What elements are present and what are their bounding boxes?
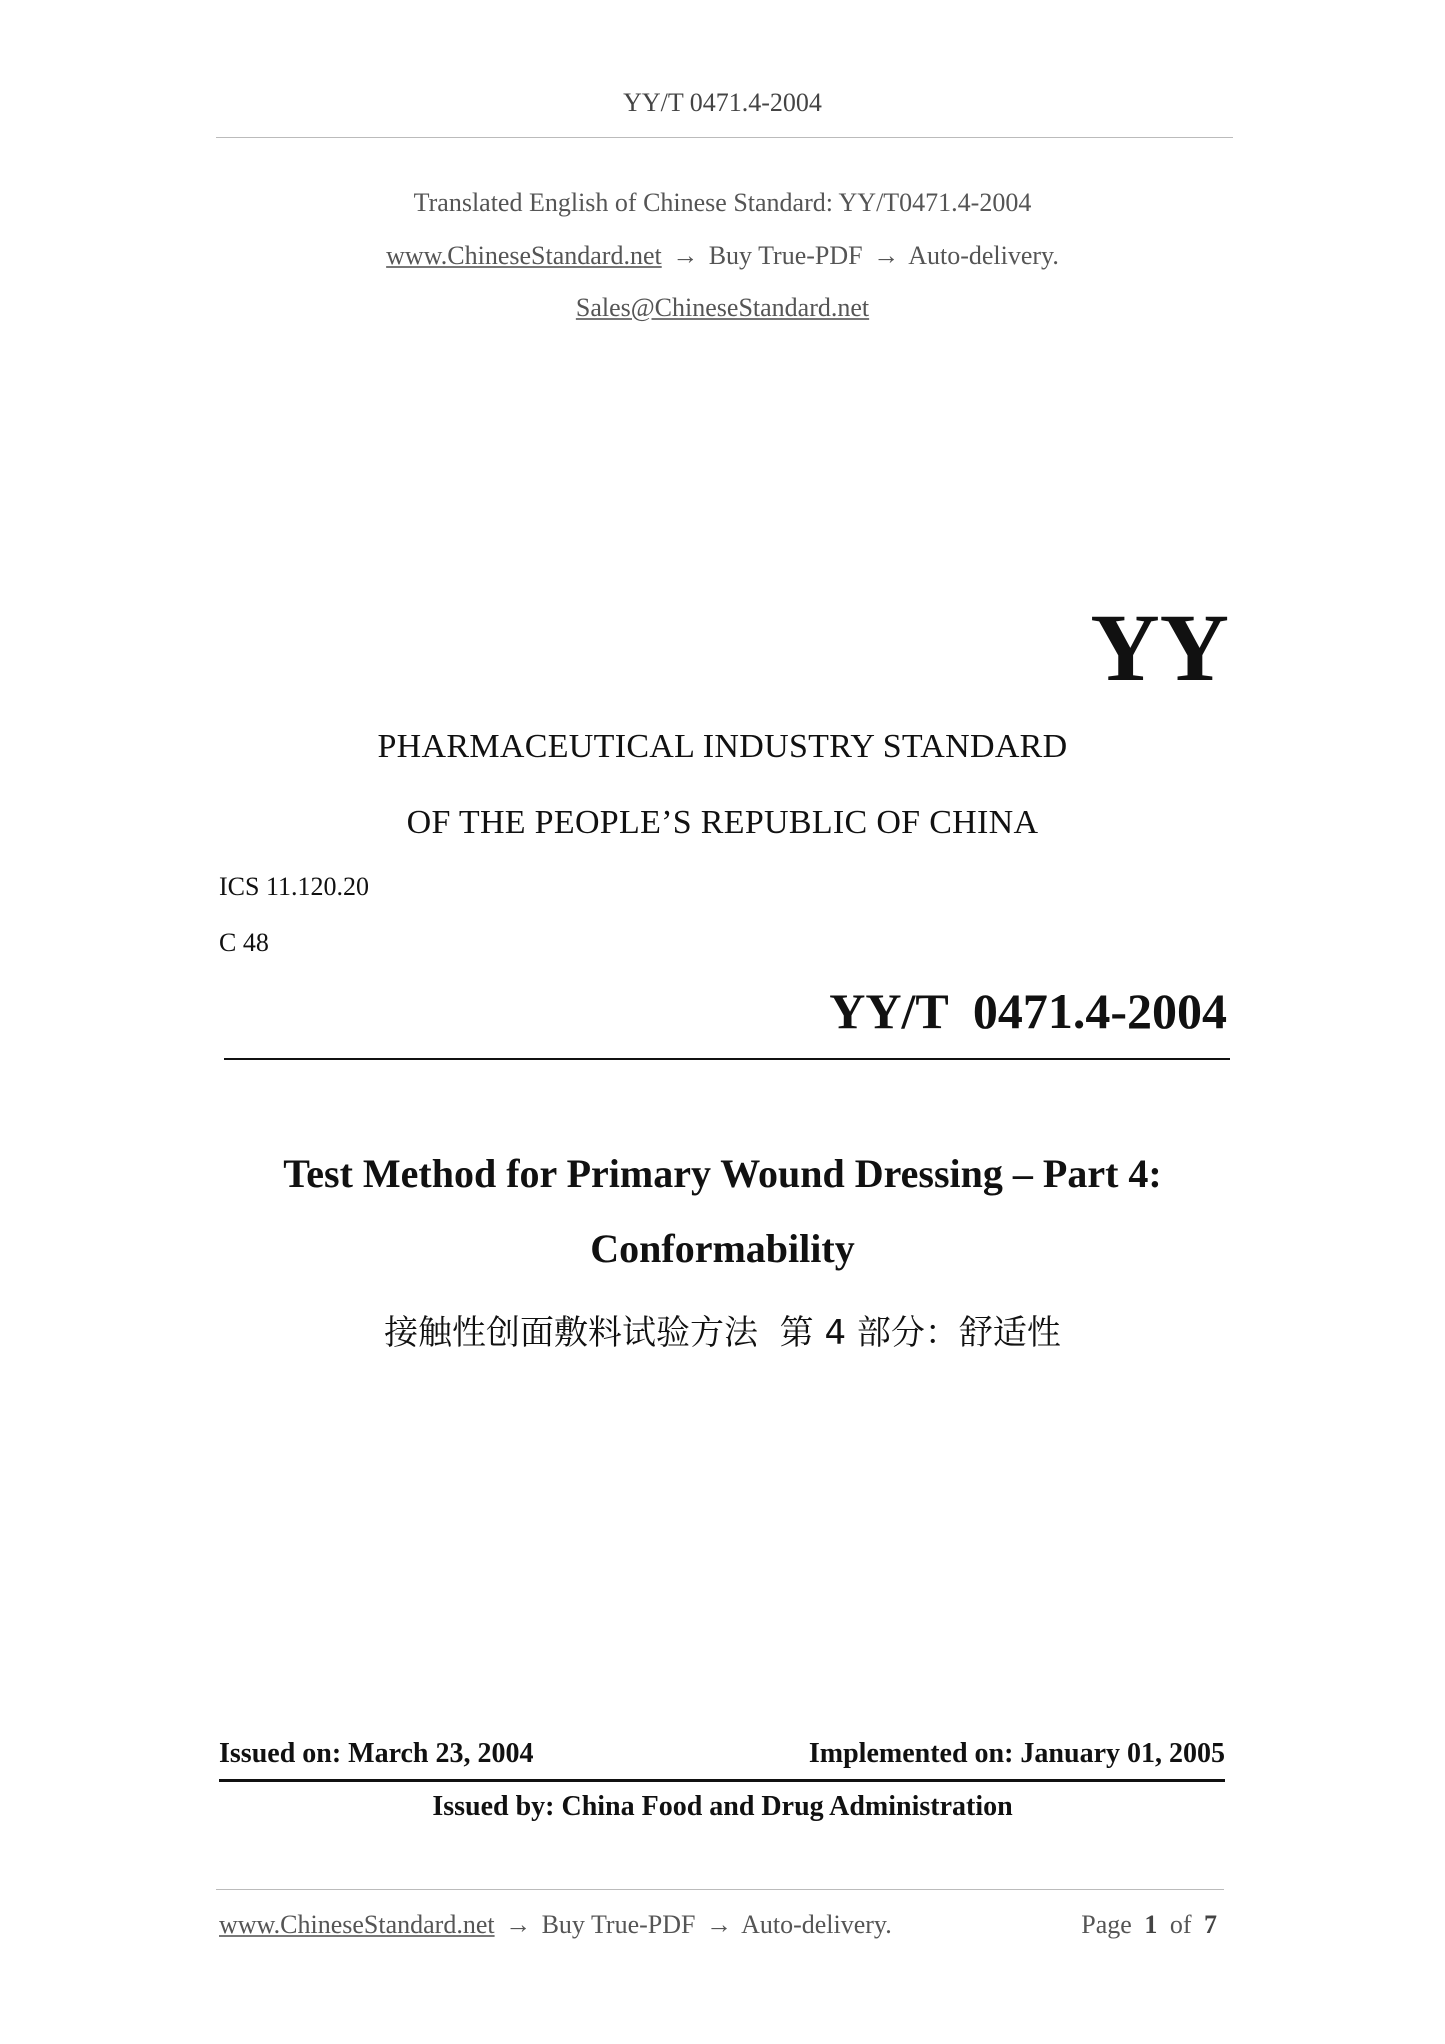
page-total: 7 (1204, 1910, 1217, 1939)
standard-type-line1: PHARMACEUTICAL INDUSTRY STANDARD (377, 728, 1068, 765)
email-line (0, 293, 1445, 323)
arrow-right-icon: → (873, 241, 900, 270)
standard-type-line2: OF THE PEOPLE’S REPUBLIC OF CHINA (406, 804, 1039, 841)
title-line2: Conformability (590, 1226, 855, 1271)
running-header: YY/T 0471.4-2004 (623, 88, 822, 117)
issued-on: Issued on: March 23, 2004 (219, 1738, 534, 1769)
implemented-on: Implemented on: January 01, 2005 (808, 1738, 1225, 1769)
site-link[interactable]: www.ChineseStandard.net (386, 241, 662, 270)
title-chinese: 接触性创面敷料试验方法 第 4 部分：舒适性 (384, 1313, 1061, 1353)
footer-site-link[interactable]: www.ChineseStandard.net (219, 1910, 495, 1939)
issue-rule (219, 1779, 1225, 1782)
of-label: of (1169, 1910, 1192, 1939)
issued-by: Issued by: China Food and Drug Administration (432, 1791, 1013, 1822)
standard-mark: YY (1090, 594, 1229, 701)
translation-note: Translated English of Chinese Standard: YY/T0471.4-2004 (413, 188, 1032, 217)
header-rule (216, 137, 1233, 138)
ccs-code: C 48 (219, 928, 269, 957)
arrow-right-icon: → (706, 1910, 732, 1939)
footer-promo (219, 1910, 892, 1940)
promo-line (0, 241, 1445, 271)
footer-rule (216, 1889, 1224, 1890)
arrow-right-icon: → (505, 1910, 532, 1939)
title-rule (224, 1058, 1230, 1060)
page-label: Page (1081, 1910, 1132, 1939)
document-number: YY/T 0471.4-2004 (829, 983, 1227, 1039)
footer-delivery-text: Auto-delivery. (741, 1910, 892, 1939)
ics-code: ICS 11.120.20 (219, 872, 369, 901)
auto-delivery-text: Auto-delivery. (908, 241, 1059, 270)
page-indicator (1081, 1910, 1223, 1940)
email-link[interactable]: Sales@ChineseStandard.net (575, 293, 870, 322)
page-current: 1 (1144, 1910, 1158, 1939)
title-line1: Test Method for Primary Wound Dressing – Part 4: (283, 1151, 1162, 1196)
arrow-right-icon: → (672, 241, 699, 270)
footer-buy-text: Buy True-PDF (541, 1910, 696, 1939)
buy-true-pdf-text: Buy True-PDF (708, 241, 863, 270)
